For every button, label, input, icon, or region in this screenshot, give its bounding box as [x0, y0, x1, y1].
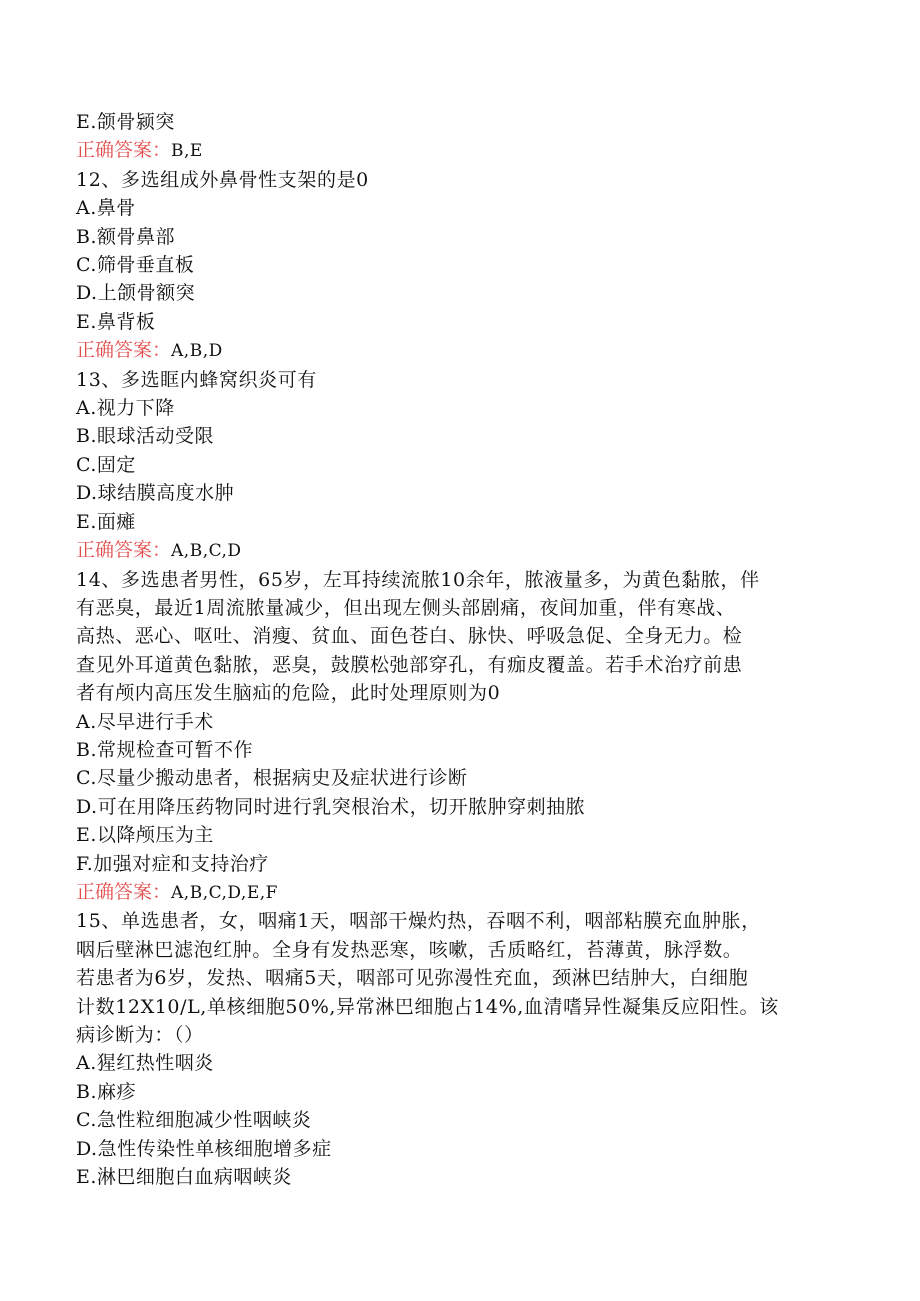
q15-stem-line-1: 15、单选患者，女，咽痛1天，咽部干燥灼热，吞咽不利，咽部粘膜充血肿胀， — [76, 910, 761, 933]
q11-answer — [76, 136, 836, 165]
q14-option-e: E.以降颅压为主 — [76, 824, 214, 847]
q14-answer — [76, 878, 836, 907]
q14-option-f: F.加强对症和支持治疗 — [76, 852, 269, 875]
q11-option-e: E.颌骨颍突 — [76, 111, 175, 133]
q15-option-e: E.淋巴细胞白血病咽峡炎 — [76, 1166, 292, 1189]
answer-value: B,E — [171, 141, 203, 162]
q14-stem-line-5: 者有颅内高压发生脑疝的危险，此时处理原则为0 — [76, 682, 501, 705]
q15-option-c: C.急性粒细胞减少性咽峡炎 — [76, 1109, 312, 1132]
q12-option-c: C.筛骨垂直板 — [76, 254, 195, 277]
q15-stem-line-4: 计数12X10/L,单核细胞50%,异常淋巴细胞占14%,血清嗜异性凝集反应阳性。该 — [76, 995, 779, 1018]
q12-option-b: B.额骨鼻部 — [76, 225, 176, 248]
q12-option-a: A.鼻骨 — [76, 197, 136, 220]
q15-stem-line-2: 咽后壁淋巴滤泡红肿。全身有发热恶寒，咳嗽，舌质略红，苔薄黄，脉浮数。 — [76, 938, 743, 961]
q14-option-d: D.可在用降压药物同时进行乳突根治术，切开脓肿穿刺抽脓 — [76, 795, 586, 818]
answer-value: A,B,D — [171, 341, 223, 362]
answer-label: 正确答案： — [76, 139, 172, 162]
answer-label: 正确答案： — [76, 539, 172, 562]
q12-option-e: E.鼻背板 — [76, 310, 156, 333]
answer-value: A,B,C,D — [171, 541, 242, 562]
q13-answer — [76, 536, 836, 565]
q13-stem: 13、多选眶内蜂窝织炎可有 — [76, 368, 317, 391]
q13-option-d: D.球结膜高度水肿 — [76, 482, 235, 505]
q13-option-c: C.固定 — [76, 453, 136, 476]
q15-option-a: A.猩红热性咽炎 — [76, 1052, 214, 1075]
q13-option-a: A.视力下降 — [76, 397, 175, 420]
answer-label: 正确答案： — [76, 339, 172, 362]
q14-stem-line-3: 高热、恶心、呕吐、消瘦、贫血、面色苍白、脉快、呼吸急促、全身无力。检 — [76, 625, 743, 648]
q12-stem: 12、多选组成外鼻骨性支架的是0 — [76, 168, 369, 191]
q15-stem-line-5: 病诊断为：（） — [76, 1024, 204, 1046]
q15-option-d: D.急性传染性单核细胞增多症 — [76, 1137, 332, 1160]
q14-stem-line-4: 查见外耳道黄色黏脓，恶臭，鼓膜松弛部穿孔，有痂皮覆盖。若手术治疗前患 — [76, 653, 743, 676]
q15-option-b: B.麻疹 — [76, 1080, 137, 1103]
answer-value: A,B,C,D,E,F — [171, 882, 278, 903]
q12-answer — [76, 336, 836, 365]
q14-option-a: A.尽早进行手术 — [76, 710, 214, 733]
q14-stem-line-1: 14、多选患者男性，65岁，左耳持续流脓10余年，脓液量多，为黄色黏脓，伴 — [76, 568, 760, 591]
document-content — [76, 108, 836, 1191]
q13-option-e: E.面瘫 — [76, 510, 136, 533]
q15-stem-line-3: 若患者为6岁，发热、咽痛5天，咽部可见弥漫性充血，颈淋巴结肿大，白细胞 — [76, 967, 749, 990]
q14-option-b: B.常规检查可暂不作 — [76, 738, 254, 761]
q14-stem-line-2: 有恶臭，最近1周流脓量减少，但出现左侧头部剧痛，夜间加重，伴有寒战、 — [76, 596, 736, 619]
q13-option-b: B.眼球活动受限 — [76, 425, 215, 448]
answer-label: 正确答案： — [76, 880, 172, 903]
q14-option-c: C.尽量少搬动患者，根据病史及症状进行诊断 — [76, 767, 468, 790]
q12-option-d: D.上颌骨额突 — [76, 282, 196, 305]
